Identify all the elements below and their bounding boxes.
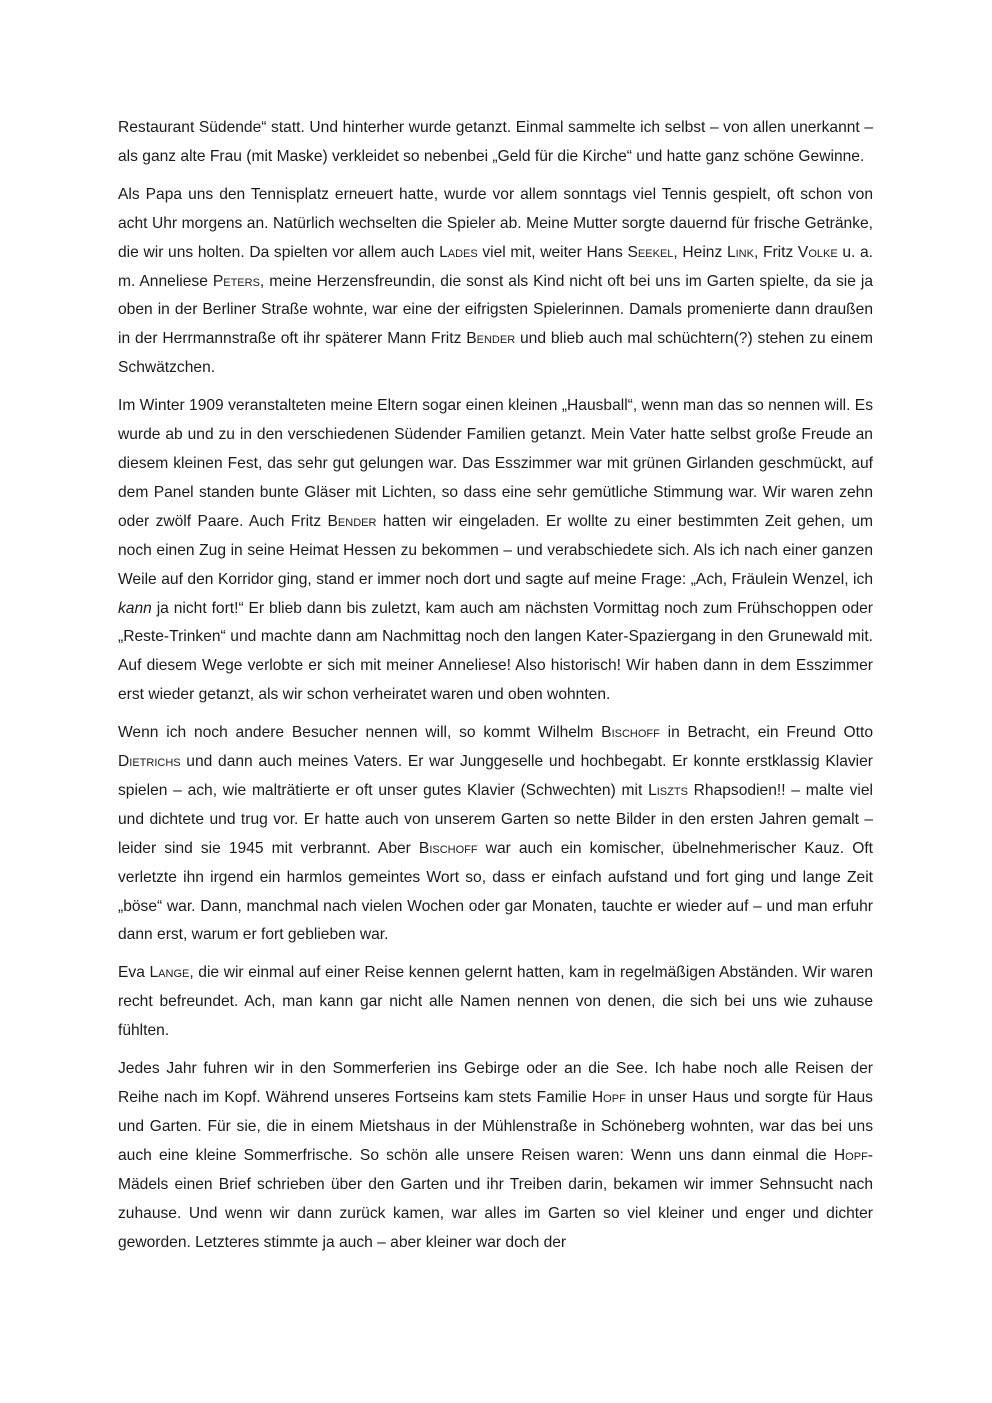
surname-smallcaps: Link — [726, 243, 754, 261]
text-run: war auch ein komischer, übelnehmerischer Kauz. Oft verletzte ihn irgend ein harmlos gemeintes Wort so, dass er einfach aufstand und fort ging und lange Zeit „böse“ war. Dann, manchmal nach vielen Wochen oder gar Monaten, tauchte er wieder auf – und man erfuhr dann erst, warum er fort geblieben war. — [118, 839, 873, 944]
surname-smallcaps: Volke — [797, 243, 838, 261]
text-run: in Betracht, ein Freund Otto — [659, 724, 873, 742]
document-page — [118, 114, 873, 1266]
text-run: , meine Herzensfreundin, die sonst als Kind nicht oft bei uns im Garten spielte, da sie ja oben in der Berliner Straße wohnte, war eine der eifrigsten Spielerinnen. Damals promenierte dann draußen in der Herrmannstraße oft ihr späterer Mann Fritz — [118, 272, 873, 348]
surname-smallcaps: Lange — [149, 964, 190, 982]
text-run: Wenn ich noch andere Besucher nennen will, so kommt Wilhelm — [118, 724, 602, 742]
emphasis-italic: kann — [118, 599, 152, 617]
surname-smallcaps: Peters — [212, 272, 260, 290]
paragraph-5 — [118, 959, 873, 1046]
surname-smallcaps: Bender — [466, 330, 516, 348]
surname-smallcaps: Hopf — [591, 1089, 626, 1106]
text-run: und blieb auch mal schüchtern(?) stehen zu einem Schwätzchen. — [118, 330, 873, 377]
text-run: Rhapsodien!! – malte viel und dichtete und trug vor. Er hatte auch von unserem Garten so nette Bilder in den ersten Jahren gemalt – leider sind sie 1945 mit verbrannt. Aber — [118, 781, 873, 857]
text-run: Restaurant Südende“ statt. Und hinterher wurde getanzt. Einmal sammelte ich selbst – von allen unerkannt – als ganz alte Frau (mit Maske) verkleidet so nebenbei „Geld für die Kirche“ und hatte ganz schöne Gewinne. — [118, 119, 873, 165]
paragraph-3 — [118, 392, 873, 710]
text-run: viel mit, weiter Hans — [477, 243, 628, 261]
paragraph-1 — [118, 114, 873, 172]
paragraph-4 — [118, 719, 873, 950]
paragraph-2 — [118, 181, 873, 383]
text-run: Als Papa uns den Tennisplatz erneuert hatte, wurde vor allem sonntags viel Tennis gespielt, oft schon von acht Uhr morgens an. Natürlich wechselten die Spieler ab. Meine Mutter sorgte dauernd für frische Getränke, die wir uns holten. Da spielten vor allem auch — [118, 185, 873, 261]
surname-smallcaps: Lades — [439, 243, 478, 261]
text-run: -Mädels einen Brief schrieben über den Garten und ihr Treiben darin, bekamen wir immer Sehnsucht nach zuhause. Und wenn wir dann zurück kamen, war alles im Garten so viel kleiner und enger und dichter geworden. Letzteres stimmte ja auch – aber kleiner war doch der — [118, 1146, 873, 1251]
text-run: und dann auch meines Vaters. Er war Junggeselle und hochbegabt. Er konnte erstklassig Klavier spielen – ach, wie malträtierte er oft unser gutes Klavier (Schwechten) mit — [118, 753, 873, 799]
surname-smallcaps: Bischoff — [601, 724, 660, 742]
text-run: in unser Haus und sorgte für Haus und Garten. Für sie, die in einem Mietshaus in der Mühlenstraße in Schöneberg wohnten, war das bei uns auch eine kleine Sommerfrische. So schön alle unsere Reisen waren: Wenn uns dann einmal die — [118, 1089, 873, 1164]
surname-smallcaps: Liszts — [648, 781, 688, 799]
text-run: ja nicht fort!“ Er blieb dann bis zuletzt, kam auch am nächsten Vormittag noch zum Frühschoppen oder „Reste-Trinken“ und machte dann am Nachmittag noch den langen Kater-Spaziergang in den Grunewald mit. Auf diesem Wege verlobte er sich mit meiner Anneliese! Also historisch! Wir haben dann in dem Esszimmer erst wieder getanzt, als wir schon verheiratet waren und oben wohnten. — [118, 599, 873, 704]
text-run: , Fritz — [753, 243, 798, 261]
text-run: Im Winter 1909 veranstalteten meine Eltern sogar einen kleinen „Hausball“, wenn man das so nennen will. Es wurde ab und zu in den verschiedenen Südender Familien getanzt. Mein Vater hatte selbst große Freude an diesem kleinen Fest, das sehr gut gelungen war. Das Esszimmer war mit grünen Girlanden geschmückt, auf dem Panel standen bunte Gläser mit Lichten, so dass eine sehr gemütliche Stimmung war. Wir waren zehn oder zwölf Paare. Auch Fritz — [118, 397, 873, 530]
paragraph-6 — [118, 1055, 873, 1257]
surname-smallcaps: Bender — [327, 512, 377, 530]
text-run: Eva — [118, 964, 150, 982]
text-run: , Heinz — [673, 243, 727, 261]
surname-smallcaps: Bischoff — [418, 839, 478, 857]
text-run: u. a. m. Anneliese — [118, 243, 874, 290]
surname-smallcaps: Seekel — [627, 243, 674, 261]
surname-smallcaps: Dietrichs — [118, 753, 181, 771]
surname-smallcaps: Hopf — [833, 1146, 868, 1164]
text-run: hatten wir eingeladen. Er wollte zu einer bestimmten Zeit gehen, um noch einen Zug in seine Heimat Hessen zu bekommen – und verabschiedete sich. Als ich nach einer ganzen Weile auf den Korridor ging, stand er immer noch dort und sagte auf meine Frage: „Ach, Fräulein Wenzel, ich — [118, 512, 873, 588]
text-run: Jedes Jahr fuhren wir in den Sommerferien ins Gebirge oder an die See. Ich habe noch alle Reisen der Reihe nach im Kopf. Während unseres Fortseins kam stets Familie — [118, 1060, 873, 1106]
text-run: , die wir einmal auf einer Reise kennen gelernt hatten, kam in regelmäßigen Abständen. Wir waren recht befreundet. Ach, man kann gar nicht alle Namen nennen von denen, die sich bei uns wie zuhause fühlten. — [118, 964, 873, 1040]
